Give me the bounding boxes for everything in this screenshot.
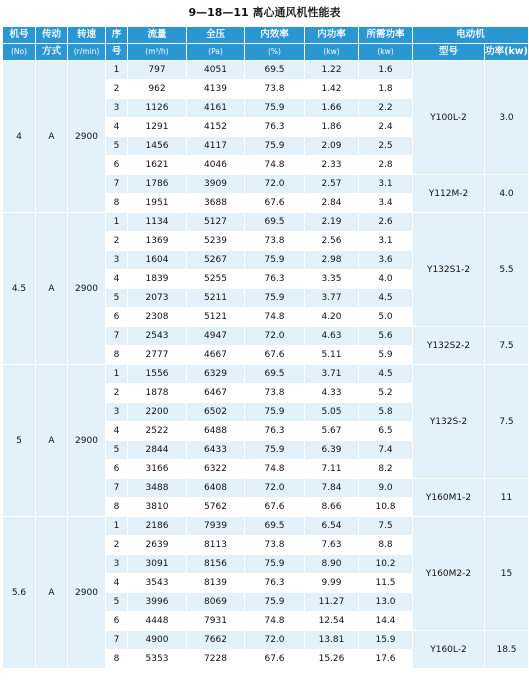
header-drive-mode: 方式 [36, 44, 68, 61]
header-efficiency-unit: (%) [245, 44, 305, 61]
flow-cell: 1878 [128, 384, 187, 403]
internal-power-cell: 6.39 [305, 441, 359, 460]
motor-model-cell: Y160M1-2 [413, 479, 485, 517]
required-power-cell: 2.2 [359, 99, 413, 118]
efficiency-cell: 74.8 [245, 460, 305, 479]
internal-power-cell: 6.54 [305, 517, 359, 536]
pressure-cell: 4667 [187, 346, 245, 365]
flow-cell: 1134 [128, 213, 187, 232]
internal-power-cell: 8.90 [305, 555, 359, 574]
pressure-cell: 3909 [187, 175, 245, 194]
required-power-cell: 5.8 [359, 403, 413, 422]
motor-power-cell: 18.5 [485, 631, 529, 669]
row-index: 8 [106, 498, 128, 517]
required-power-cell: 15.9 [359, 631, 413, 650]
header-efficiency: 内效率 [245, 27, 305, 44]
flow-cell: 2073 [128, 289, 187, 308]
header-row-2 [3, 44, 529, 61]
table-row [3, 213, 529, 232]
required-power-cell: 7.4 [359, 441, 413, 460]
required-power-cell: 9.0 [359, 479, 413, 498]
flow-cell: 3488 [128, 479, 187, 498]
row-index: 8 [106, 650, 128, 669]
internal-power-cell: 2.98 [305, 251, 359, 270]
internal-power-cell: 2.09 [305, 137, 359, 156]
flow-cell: 4900 [128, 631, 187, 650]
required-power-cell: 17.6 [359, 650, 413, 669]
efficiency-cell: 67.6 [245, 194, 305, 213]
table-row [3, 365, 529, 384]
pressure-cell: 5121 [187, 308, 245, 327]
row-index: 8 [106, 346, 128, 365]
efficiency-cell: 73.8 [245, 232, 305, 251]
internal-power-cell: 13.81 [305, 631, 359, 650]
machine-no-cell: 4.5 [3, 213, 36, 365]
flow-cell: 3810 [128, 498, 187, 517]
drive-cell: A [36, 213, 68, 365]
efficiency-cell: 67.6 [245, 650, 305, 669]
header-index-2: 号 [106, 44, 128, 61]
pressure-cell: 4947 [187, 327, 245, 346]
header-flow-unit: (m³/h) [128, 44, 187, 61]
row-index: 6 [106, 460, 128, 479]
internal-power-cell: 2.84 [305, 194, 359, 213]
motor-power-cell: 4.0 [485, 175, 529, 213]
pressure-cell: 4046 [187, 156, 245, 175]
efficiency-cell: 75.9 [245, 137, 305, 156]
efficiency-cell: 74.8 [245, 612, 305, 631]
pressure-cell: 8139 [187, 574, 245, 593]
internal-power-cell: 3.77 [305, 289, 359, 308]
required-power-cell: 5.2 [359, 384, 413, 403]
flow-cell: 2543 [128, 327, 187, 346]
row-index: 5 [106, 593, 128, 612]
header-motor: 电动机 [413, 27, 529, 44]
internal-power-cell: 4.63 [305, 327, 359, 346]
table-header [3, 27, 529, 61]
pressure-cell: 8113 [187, 536, 245, 555]
required-power-cell: 11.5 [359, 574, 413, 593]
efficiency-cell: 75.9 [245, 99, 305, 118]
required-power-cell: 10.2 [359, 555, 413, 574]
required-power-cell: 5.0 [359, 308, 413, 327]
internal-power-cell: 3.71 [305, 365, 359, 384]
header-motor-model: 型号 [413, 44, 485, 61]
motor-power-cell: 7.5 [485, 365, 529, 479]
motor-model-cell: Y132S1-2 [413, 213, 485, 327]
flow-cell: 1369 [128, 232, 187, 251]
required-power-cell: 13.0 [359, 593, 413, 612]
efficiency-cell: 75.9 [245, 593, 305, 612]
flow-cell: 2186 [128, 517, 187, 536]
internal-power-cell: 7.84 [305, 479, 359, 498]
required-power-cell: 2.5 [359, 137, 413, 156]
speed-cell: 2900 [68, 365, 106, 517]
table-row [3, 517, 529, 536]
row-index: 2 [106, 80, 128, 99]
row-index: 3 [106, 251, 128, 270]
motor-model-cell: Y100L-2 [413, 61, 485, 175]
flow-cell: 1456 [128, 137, 187, 156]
row-index: 7 [106, 631, 128, 650]
row-index: 4 [106, 574, 128, 593]
pressure-cell: 7931 [187, 612, 245, 631]
row-index: 4 [106, 270, 128, 289]
internal-power-cell: 4.20 [305, 308, 359, 327]
flow-cell: 1604 [128, 251, 187, 270]
required-power-cell: 8.8 [359, 536, 413, 555]
row-index: 5 [106, 441, 128, 460]
header-machine-no-unit: (No) [3, 44, 36, 61]
efficiency-cell: 76.3 [245, 270, 305, 289]
flow-cell: 2777 [128, 346, 187, 365]
motor-power-cell: 15 [485, 517, 529, 631]
efficiency-cell: 74.8 [245, 156, 305, 175]
efficiency-cell: 76.3 [245, 574, 305, 593]
internal-power-cell: 11.27 [305, 593, 359, 612]
efficiency-cell: 73.8 [245, 536, 305, 555]
required-power-cell: 14.4 [359, 612, 413, 631]
pressure-cell: 6488 [187, 422, 245, 441]
pressure-cell: 5127 [187, 213, 245, 232]
pressure-cell: 8156 [187, 555, 245, 574]
machine-no-cell: 5.6 [3, 517, 36, 669]
efficiency-cell: 76.3 [245, 118, 305, 137]
header-drive: 传动 [36, 27, 68, 44]
flow-cell: 2308 [128, 308, 187, 327]
pressure-cell: 4161 [187, 99, 245, 118]
efficiency-cell: 75.9 [245, 555, 305, 574]
internal-power-cell: 2.19 [305, 213, 359, 232]
required-power-cell: 5.6 [359, 327, 413, 346]
pressure-cell: 6433 [187, 441, 245, 460]
row-index: 6 [106, 156, 128, 175]
pressure-cell: 5211 [187, 289, 245, 308]
required-power-cell: 7.5 [359, 517, 413, 536]
row-index: 3 [106, 99, 128, 118]
pressure-cell: 3688 [187, 194, 245, 213]
flow-cell: 5353 [128, 650, 187, 669]
required-power-cell: 8.2 [359, 460, 413, 479]
pressure-cell: 6408 [187, 479, 245, 498]
internal-power-cell: 5.11 [305, 346, 359, 365]
pressure-cell: 4117 [187, 137, 245, 156]
required-power-cell: 10.8 [359, 498, 413, 517]
pressure-cell: 8069 [187, 593, 245, 612]
flow-cell: 1556 [128, 365, 187, 384]
row-index: 6 [106, 308, 128, 327]
row-index: 3 [106, 403, 128, 422]
row-index: 1 [106, 365, 128, 384]
internal-power-cell: 1.66 [305, 99, 359, 118]
efficiency-cell: 75.9 [245, 441, 305, 460]
pressure-cell: 4051 [187, 61, 245, 80]
row-index: 7 [106, 175, 128, 194]
motor-model-cell: Y160M2-2 [413, 517, 485, 631]
row-index: 7 [106, 479, 128, 498]
efficiency-cell: 72.0 [245, 479, 305, 498]
efficiency-cell: 69.5 [245, 213, 305, 232]
internal-power-cell: 1.22 [305, 61, 359, 80]
table-body [3, 61, 529, 669]
header-required-power: 所需功率 [359, 27, 413, 44]
pressure-cell: 6502 [187, 403, 245, 422]
motor-model-cell: Y112M-2 [413, 175, 485, 213]
internal-power-cell: 15.26 [305, 650, 359, 669]
header-motor-power: 功率(kw) [485, 44, 529, 61]
internal-power-cell: 7.63 [305, 536, 359, 555]
flow-cell: 3091 [128, 555, 187, 574]
table-title: 9—18—11 离心通风机性能表 [188, 6, 341, 19]
flow-cell: 1621 [128, 156, 187, 175]
header-internal-power: 内功率 [305, 27, 359, 44]
drive-cell: A [36, 517, 68, 669]
internal-power-cell: 3.35 [305, 270, 359, 289]
row-index: 2 [106, 232, 128, 251]
motor-model-cell: Y160L-2 [413, 631, 485, 669]
row-index: 3 [106, 555, 128, 574]
flow-cell: 2639 [128, 536, 187, 555]
motor-power-cell: 3.0 [485, 61, 529, 175]
efficiency-cell: 67.6 [245, 498, 305, 517]
motor-power-cell: 5.5 [485, 213, 529, 327]
speed-cell: 2900 [68, 61, 106, 213]
internal-power-cell: 5.05 [305, 403, 359, 422]
flow-cell: 3996 [128, 593, 187, 612]
pressure-cell: 7662 [187, 631, 245, 650]
flow-cell: 4448 [128, 612, 187, 631]
internal-power-cell: 1.42 [305, 80, 359, 99]
efficiency-cell: 69.5 [245, 365, 305, 384]
pressure-cell: 5255 [187, 270, 245, 289]
internal-power-cell: 5.67 [305, 422, 359, 441]
pressure-cell: 5239 [187, 232, 245, 251]
internal-power-cell: 8.66 [305, 498, 359, 517]
efficiency-cell: 75.9 [245, 251, 305, 270]
flow-cell: 3543 [128, 574, 187, 593]
required-power-cell: 4.5 [359, 289, 413, 308]
internal-power-cell: 2.57 [305, 175, 359, 194]
efficiency-cell: 69.5 [245, 517, 305, 536]
header-speed-unit: (r/min) [68, 44, 106, 61]
speed-cell: 2900 [68, 517, 106, 669]
row-index: 1 [106, 213, 128, 232]
internal-power-cell: 1.86 [305, 118, 359, 137]
row-index: 4 [106, 422, 128, 441]
required-power-cell: 1.8 [359, 80, 413, 99]
required-power-cell: 6.5 [359, 422, 413, 441]
flow-cell: 1291 [128, 118, 187, 137]
efficiency-cell: 76.3 [245, 422, 305, 441]
internal-power-cell: 2.56 [305, 232, 359, 251]
internal-power-cell: 9.99 [305, 574, 359, 593]
header-internal-power-unit: (kw) [305, 44, 359, 61]
header-required-power-unit: (kw) [359, 44, 413, 61]
flow-cell: 1126 [128, 99, 187, 118]
flow-cell: 2522 [128, 422, 187, 441]
row-index: 4 [106, 118, 128, 137]
internal-power-cell: 12.54 [305, 612, 359, 631]
row-index: 7 [106, 327, 128, 346]
flow-cell: 1951 [128, 194, 187, 213]
required-power-cell: 2.6 [359, 213, 413, 232]
flow-cell: 1839 [128, 270, 187, 289]
row-index: 2 [106, 536, 128, 555]
machine-no-cell: 4 [3, 61, 36, 213]
efficiency-cell: 72.0 [245, 631, 305, 650]
motor-power-cell: 11 [485, 479, 529, 517]
flow-cell: 962 [128, 80, 187, 99]
speed-cell: 2900 [68, 213, 106, 365]
motor-model-cell: Y132S2-2 [413, 327, 485, 365]
pressure-cell: 7228 [187, 650, 245, 669]
flow-cell: 2844 [128, 441, 187, 460]
pressure-cell: 4152 [187, 118, 245, 137]
header-row-1 [3, 27, 529, 44]
required-power-cell: 4.0 [359, 270, 413, 289]
row-index: 5 [106, 137, 128, 156]
pressure-cell: 6329 [187, 365, 245, 384]
table-row [3, 61, 529, 80]
internal-power-cell: 7.11 [305, 460, 359, 479]
row-index: 5 [106, 289, 128, 308]
efficiency-cell: 74.8 [245, 308, 305, 327]
header-pressure: 全压 [187, 27, 245, 44]
fan-performance-table [2, 26, 529, 669]
row-index: 2 [106, 384, 128, 403]
motor-power-cell: 7.5 [485, 327, 529, 365]
pressure-cell: 5762 [187, 498, 245, 517]
required-power-cell: 4.5 [359, 365, 413, 384]
required-power-cell: 1.6 [359, 61, 413, 80]
efficiency-cell: 67.6 [245, 346, 305, 365]
required-power-cell: 3.4 [359, 194, 413, 213]
flow-cell: 797 [128, 61, 187, 80]
flow-cell: 2200 [128, 403, 187, 422]
pressure-cell: 4139 [187, 80, 245, 99]
required-power-cell: 3.1 [359, 175, 413, 194]
efficiency-cell: 75.9 [245, 403, 305, 422]
drive-cell: A [36, 61, 68, 213]
row-index: 8 [106, 194, 128, 213]
pressure-cell: 6322 [187, 460, 245, 479]
motor-model-cell: Y132S-2 [413, 365, 485, 479]
row-index: 6 [106, 612, 128, 631]
efficiency-cell: 69.5 [245, 61, 305, 80]
header-machine-no: 机号 [3, 27, 36, 44]
row-index: 1 [106, 517, 128, 536]
internal-power-cell: 4.33 [305, 384, 359, 403]
pressure-cell: 7939 [187, 517, 245, 536]
row-index: 1 [106, 61, 128, 80]
required-power-cell: 2.4 [359, 118, 413, 137]
flow-cell: 1786 [128, 175, 187, 194]
efficiency-cell: 72.0 [245, 175, 305, 194]
efficiency-cell: 75.9 [245, 289, 305, 308]
efficiency-cell: 72.0 [245, 327, 305, 346]
pressure-cell: 6467 [187, 384, 245, 403]
header-pressure-unit: (Pa) [187, 44, 245, 61]
drive-cell: A [36, 365, 68, 517]
pressure-cell: 5267 [187, 251, 245, 270]
header-speed: 转速 [68, 27, 106, 44]
internal-power-cell: 2.33 [305, 156, 359, 175]
efficiency-cell: 73.8 [245, 80, 305, 99]
machine-no-cell: 5 [3, 365, 36, 517]
required-power-cell: 2.8 [359, 156, 413, 175]
efficiency-cell: 73.8 [245, 384, 305, 403]
required-power-cell: 3.1 [359, 232, 413, 251]
required-power-cell: 3.6 [359, 251, 413, 270]
required-power-cell: 5.9 [359, 346, 413, 365]
flow-cell: 3166 [128, 460, 187, 479]
header-index: 序 [106, 27, 128, 44]
header-flow: 流量 [128, 27, 187, 44]
